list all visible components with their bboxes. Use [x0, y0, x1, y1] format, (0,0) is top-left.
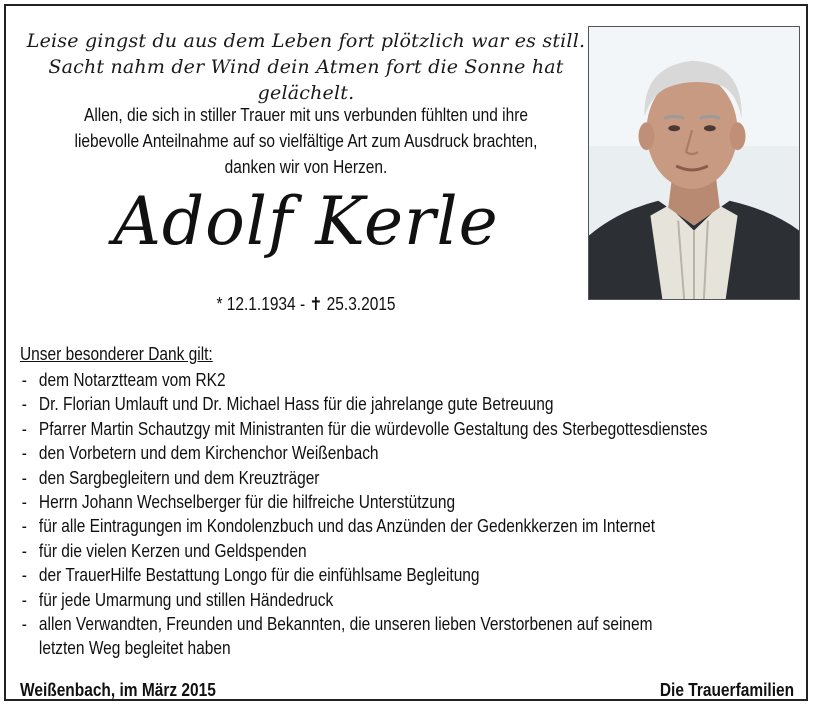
- poem-line-1: Leise gingst du aus dem Leben fort plötzlich war es still.: [26, 30, 586, 52]
- list-item: - den Sargbegleitern und dem Kreuzträger: [20, 466, 813, 490]
- thanks-line-2: liebevolle Anteilnahme auf so vielfältige Art zum Ausdruck brachten,: [74, 131, 538, 151]
- portrait-icon: [589, 27, 799, 299]
- portrait-photo: [588, 26, 800, 300]
- list-item: - allen Verwandten, Freunden und Bekannten, die unseren lieben Verstorbenen auf seinem letzten Weg begleitet haben: [20, 612, 693, 661]
- thanks-text: [65, 102, 547, 180]
- acknowledgements-title: Unser besonderer Dank gilt:: [20, 344, 213, 364]
- list-item: - für die vielen Kerzen und Geldspenden: [20, 539, 813, 563]
- thanks-line-3: danken wir von Herzen.: [224, 157, 388, 177]
- obituary-card: [4, 4, 808, 701]
- place-date: Weißenbach, im März 2015: [20, 680, 216, 700]
- life-dates: * 12.1.1934 - ✝ 25.3.2015: [216, 294, 396, 314]
- list-item: - für jede Umarmung und stillen Händedruck: [20, 588, 813, 612]
- signature: Die Trauerfamilien: [659, 680, 794, 700]
- list-item: - Dr. Florian Umlauft und Dr. Michael Hass für die jahrelange gute Betreuung: [20, 392, 813, 416]
- poem-line-2: Sacht nahm der Wind dein Atmen fort die Sonne hat gelächelt.: [48, 56, 564, 104]
- poem: [26, 28, 586, 106]
- list-item: - der TrauerHilfe Bestattung Longo für die einfühlsame Begleitung: [20, 563, 813, 587]
- deceased-name: Adolf Kerle: [113, 183, 499, 260]
- thanks-line-1: Allen, die sich in stiller Trauer mit uns verbunden fühlten und ihre: [83, 105, 529, 125]
- acknowledgements: [20, 342, 800, 661]
- list-item: - Herrn Johann Wechselberger für die hilfreiche Unterstützung: [20, 490, 813, 514]
- list-item: - für alle Eintragungen im Kondolenzbuch und das Anzünden der Gedenkkerzen im Internet: [20, 514, 813, 538]
- list-item: - Pfarrer Martin Schautzgy mit Ministranten für die würdevolle Gestaltung des Sterbegottesdienstes: [20, 417, 813, 441]
- list-item: - dem Notarztteam vom RK2: [20, 368, 813, 392]
- list-item: - den Vorbetern und dem Kirchenchor Weißenbach: [20, 441, 813, 465]
- acknowledgements-list: [20, 368, 800, 661]
